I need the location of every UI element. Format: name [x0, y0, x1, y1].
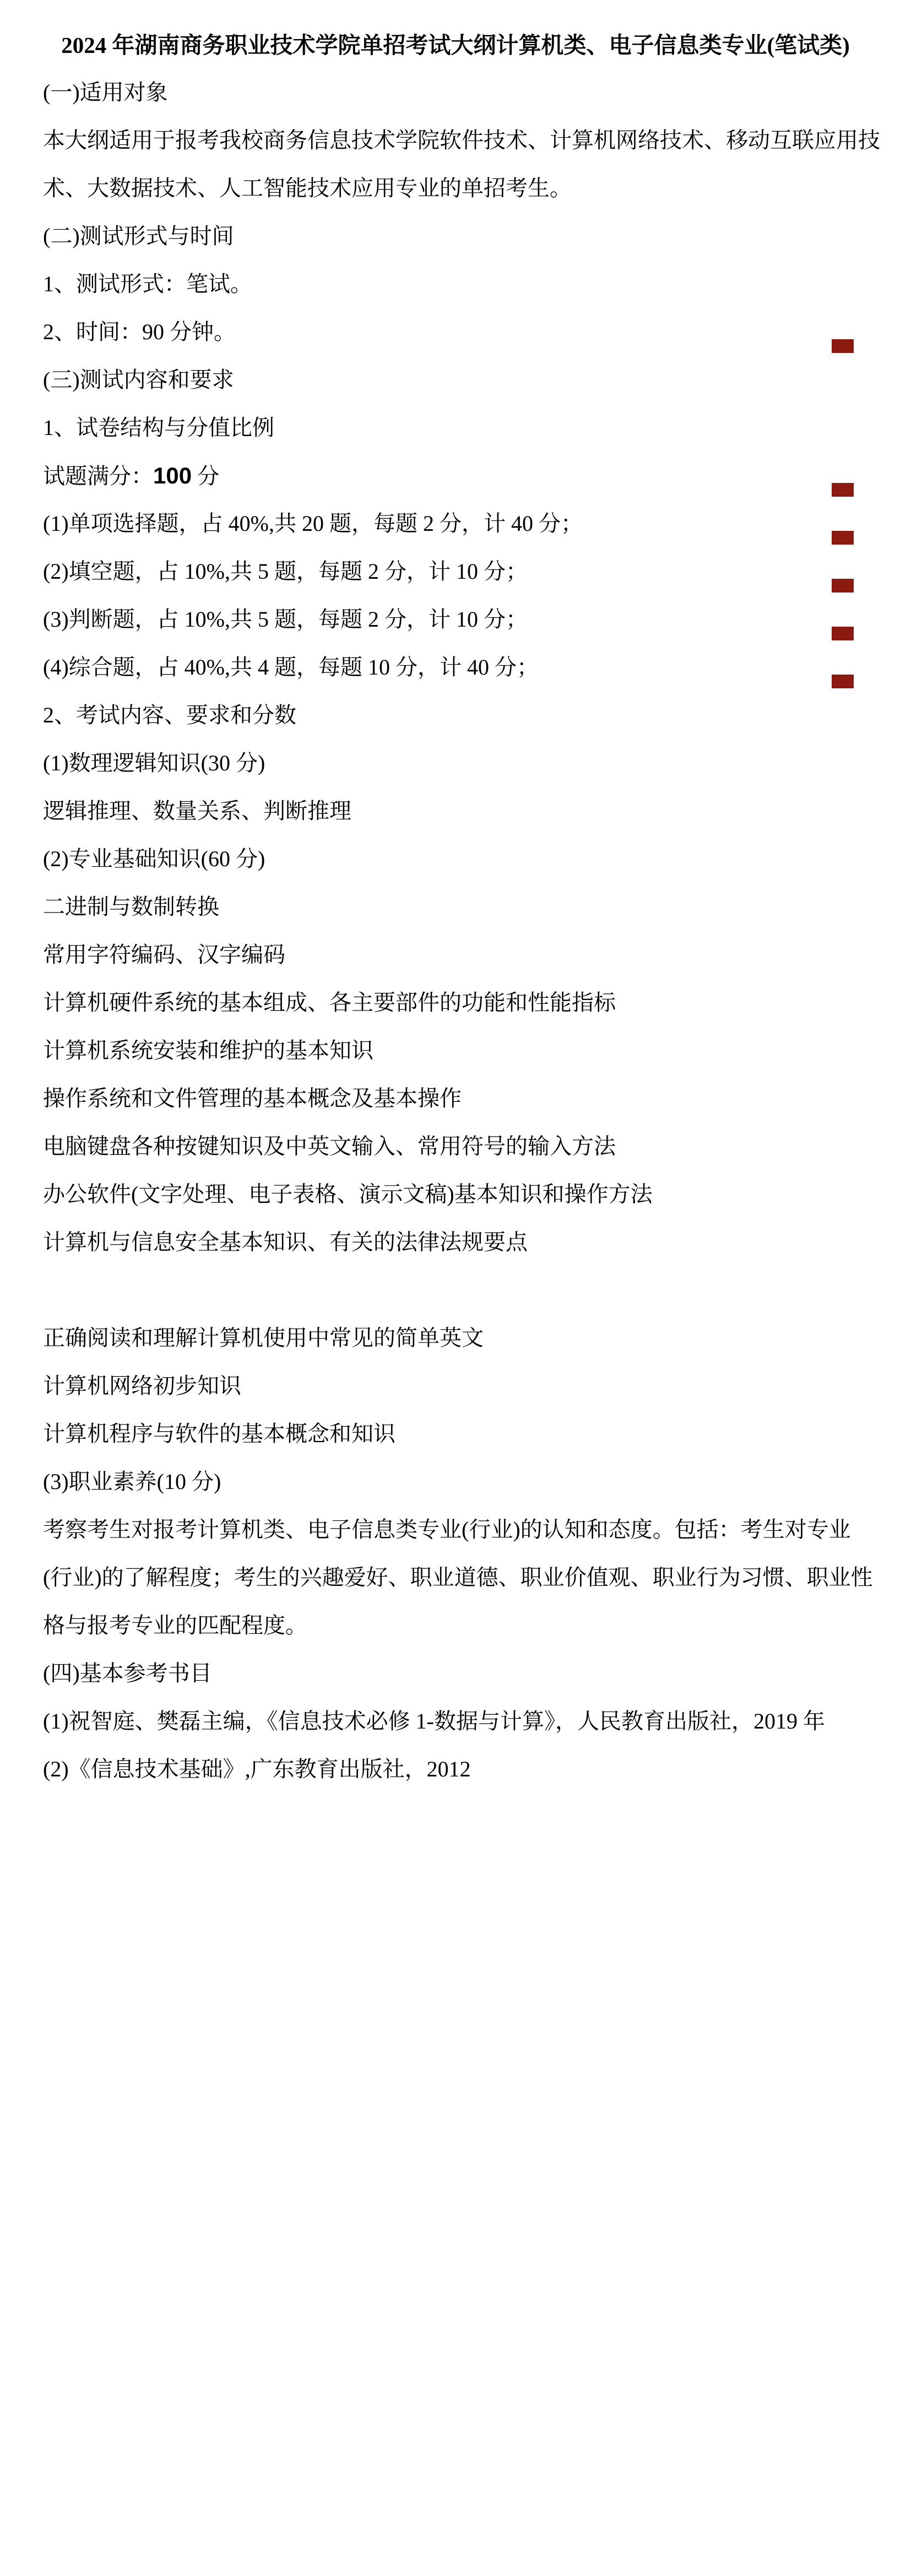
red-mark-icon	[832, 531, 854, 545]
document-line: (三)测试内容和要求	[43, 367, 234, 392]
document-line: (1)单项选择题，占 40%,共 20 题，每题 2 分，计 40 分；	[0, 508, 911, 556]
red-mark-icon	[832, 675, 854, 688]
document-line: (二)测试形式与时间	[43, 224, 234, 248]
document-line: (行业)的了解程度；考生的兴趣爱好、职业道德、职业价值观、职业行为习惯、职业性	[43, 1565, 873, 1590]
document-blank-line	[0, 1274, 911, 1322]
document-line: 1、测试形式：笔试。	[43, 271, 252, 296]
red-mark-icon	[832, 483, 854, 497]
document-line	[0, 460, 911, 508]
document-body	[0, 77, 911, 1801]
document-line: 术、大数据技术、人工智能技术应用专业的单招考生。	[43, 176, 572, 200]
document-line: 办公软件(文字处理、电子表格、演示文稿)基本知识和操作方法	[43, 1182, 653, 1207]
document-line: 计算机系统安装和维护的基本知识	[43, 1038, 373, 1063]
document-line: 常用字符编码、汉字编码	[43, 942, 285, 967]
document-line: 计算机程序与软件的基本概念和知识	[43, 1421, 395, 1446]
document-line: 正确阅读和理解计算机使用中常见的简单英文	[43, 1325, 484, 1350]
red-mark-icon	[832, 339, 854, 353]
document-line: 逻辑推理、数量关系、判断推理	[43, 798, 351, 823]
document-line: (3)职业素养(10 分)	[43, 1469, 221, 1494]
document-line: (1)祝智庭、樊磊主编，《信息技术必修 1-数据与计算》，人民教育出版社，2019 年	[43, 1709, 825, 1733]
document-line: 考察考生对报考计算机类、电子信息类专业(行业)的认知和态度。包括：考生对专业	[43, 1517, 851, 1542]
document-line: (3)判断题，占 10%,共 5 题，每题 2 分，计 10 分；	[0, 604, 911, 651]
document-line: 格与报考专业的匹配程度。	[43, 1613, 307, 1638]
document-line: 1、试卷结构与分值比例	[43, 415, 274, 440]
red-mark-icon	[832, 627, 854, 640]
document-line: 本大纲适用于报考我校商务信息技术学院软件技术、计算机网络技术、移动互联应用技	[43, 128, 880, 153]
document-line: 2、考试内容、要求和分数	[43, 703, 296, 727]
score-value: 100	[153, 463, 192, 488]
document-line: (四)基本参考书目	[43, 1661, 212, 1686]
document-line: (1)数理逻辑知识(30 分)	[43, 751, 265, 775]
red-mark-icon	[832, 579, 854, 593]
document-line: 2、时间：90 分钟。	[0, 316, 911, 364]
document-line: 电脑键盘各种按键知识及中英文输入、常用符号的输入方法	[43, 1134, 616, 1159]
document-line: 计算机网络初步知识	[43, 1373, 241, 1398]
document-line: 计算机与信息安全基本知识、有关的法律法规要点	[43, 1230, 528, 1254]
document-line: (一)适用对象	[43, 80, 168, 105]
document-line: 二进制与数制转换	[43, 894, 219, 919]
document-line: 操作系统和文件管理的基本概念及基本操作	[43, 1086, 462, 1111]
document-line: 计算机硬件系统的基本组成、各主要部件的功能和性能指标	[43, 990, 616, 1015]
document-line: (2)专业基础知识(60 分)	[43, 846, 265, 871]
document-title: 2024 年湖南商务职业技术学院单招考试大纲计算机类、电子信息类专业(笔试类)	[61, 32, 850, 58]
document-line: (4)综合题，占 40%,共 4 题，每题 10 分，计 40 分；	[0, 651, 911, 699]
document-line: (2)填空题，占 10%,共 5 题，每题 2 分，计 10 分；	[0, 556, 911, 604]
document-line: (2)《信息技术基础》,广东教育出版社，2012	[43, 1757, 471, 1781]
line-text: 试题满分：	[43, 464, 153, 488]
line-text: 分	[192, 464, 220, 488]
